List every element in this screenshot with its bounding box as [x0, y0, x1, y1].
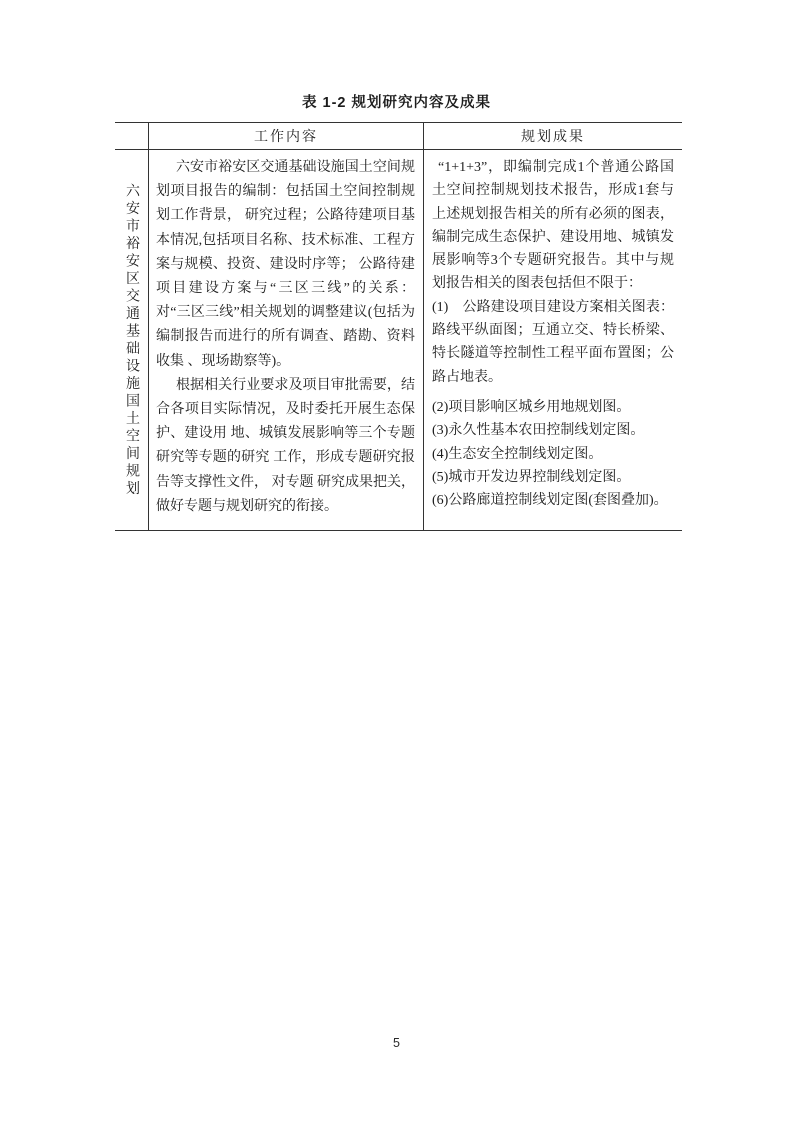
results-item-4: (4)生态安全控制线划定图。 — [432, 446, 603, 462]
table-caption: 表 1-2 规划研究内容及成果 — [301, 95, 491, 111]
results-item-2: (2)项目影响区城乡用地规划图。 — [432, 399, 631, 415]
row-header-vertical-title: 六安市裕安区交通基础设施国土空间规划 — [124, 182, 139, 498]
work-content-paragraph-1: 六安市裕安区交通基础设施国土空间规划项目报告的编制：包括国土空间控制规划工作背景， 研究过程；公路待建项目基本情况,包括项目名称、技术标准、工程方案与规模、投资、建设时序等； 公路待建项目建设方案与“三区三线”的关系： 对“三区三线”相关规划的调整建议(包括为编制报告而进行的所有调查、踏勘、资料收集 、现场勘察等)。 — [156, 160, 415, 369]
results-intro-paragraph: “1+1+3”，即编制完成1个普通公路国土空间控制规划技术报告，形成1套与上述规划报告相关的所有必须的图表，编制完成生态保护、建设用地、城镇发展影响等3个专题研究报告。其中与规划报告相关的图表包括但不限于： — [432, 160, 674, 292]
planning-results-cell — [423, 150, 682, 530]
page-number: 5 — [393, 1036, 400, 1050]
results-item-3: (3)永久性基本农田控制线划定图。 — [432, 423, 645, 439]
work-content-cell — [148, 150, 423, 530]
column-header-work-content: 工作内容 — [148, 123, 423, 150]
work-content-paragraph-2: 根据相关行业要求及项目审批需要，结合各项目实际情况，及时委托开展生态保护、建设用 地、城镇发展影响等三个专题研究等专题的研究 工作，形成专题研究报告等支撑性文件， 对专题 研究成果把关，做好专题与规划研究的衔接。 — [156, 377, 415, 514]
column-header-planning-results: 规划成果 — [423, 123, 682, 150]
planning-research-table — [115, 122, 682, 531]
results-item-5: (5)城市开发边界控制线划定图。 — [432, 469, 631, 485]
table-corner-cell — [115, 123, 148, 150]
results-item-6: (6)公路廊道控制线划定图(套图叠加)。 — [432, 493, 668, 509]
results-item-1: (1) 公路建设项目建设方案相关图表：路线平纵面图；互通立交、特长桥梁、特长隧道等控制性工程平面布置图；公路占地表。 — [432, 299, 674, 385]
